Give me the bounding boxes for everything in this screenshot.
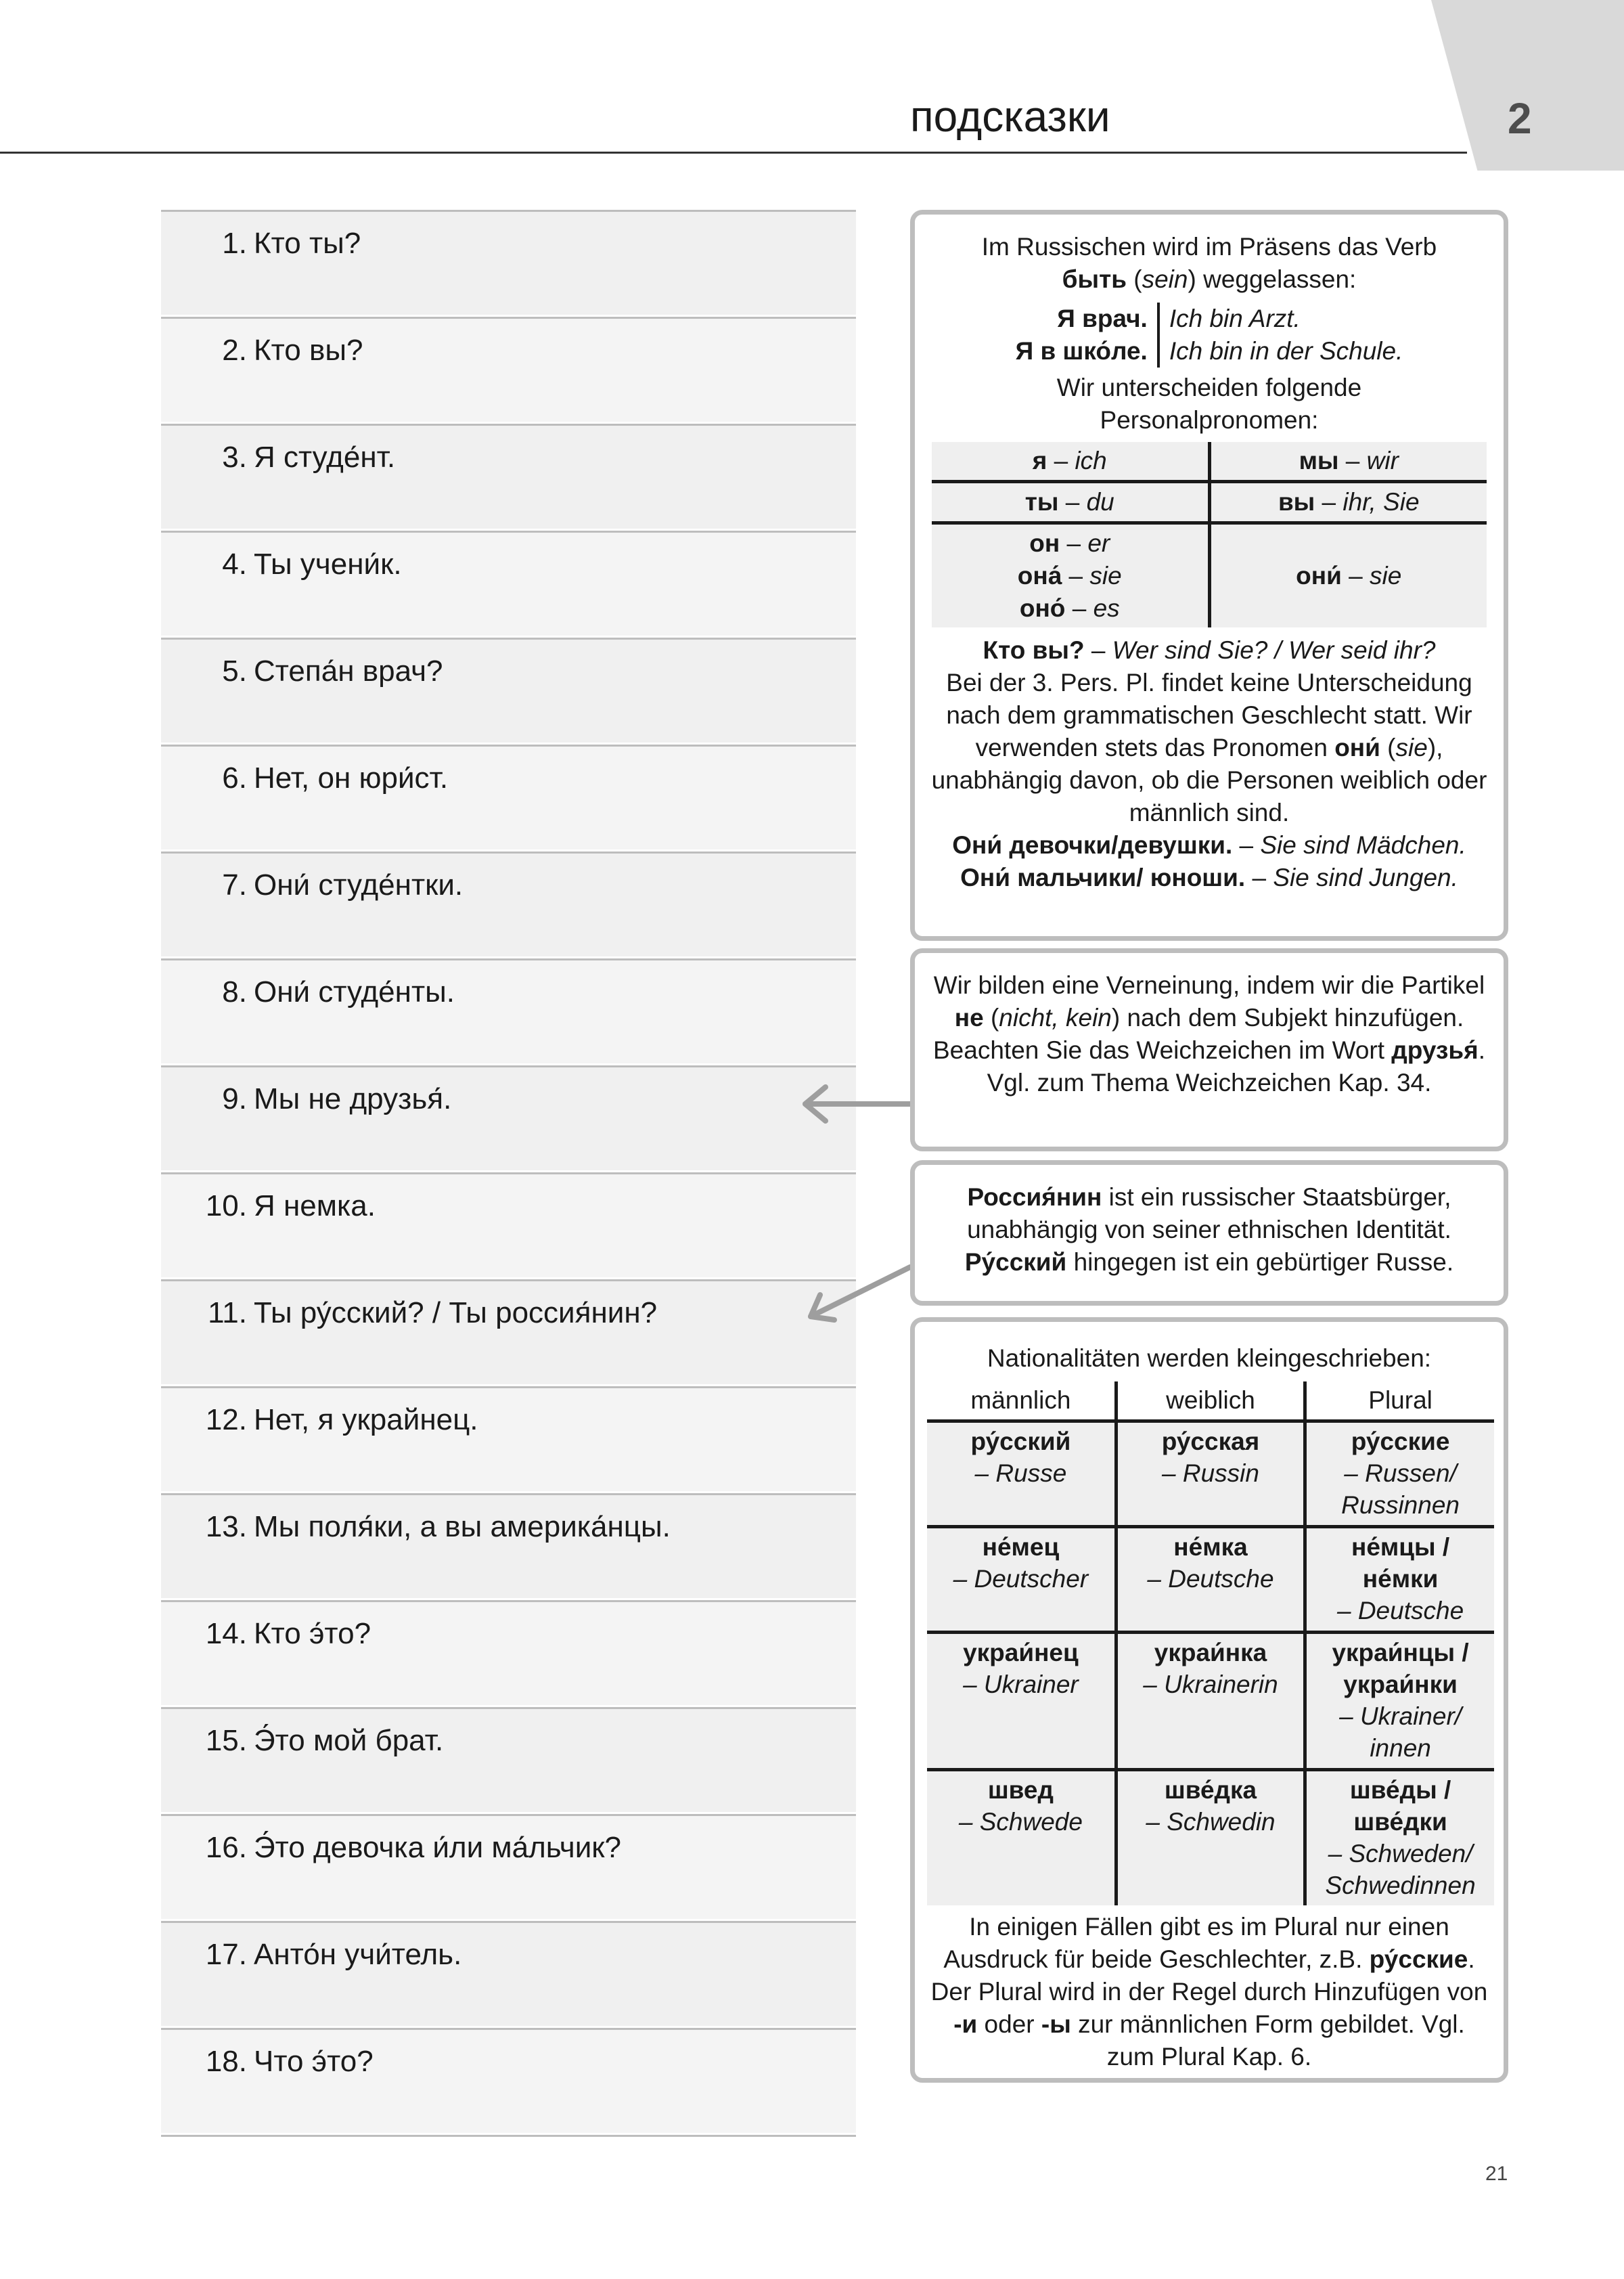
page-number: 21 bbox=[1485, 2163, 1508, 2185]
nationality-ru: не́мка bbox=[1173, 1533, 1248, 1561]
table-row bbox=[927, 1633, 1494, 1770]
outro-text-mid: . Der Plural wird in der Regel durch Hinzufügen von bbox=[930, 1945, 1488, 2006]
box1-intro-rest: weggelassen: bbox=[1196, 265, 1357, 293]
negation-word: друзья́ bbox=[1391, 1036, 1479, 1064]
exercise-row bbox=[161, 1814, 856, 1919]
pronoun-cell: они́ – sie bbox=[1209, 523, 1487, 628]
table-row bbox=[927, 1527, 1494, 1633]
header-rule bbox=[0, 152, 1467, 154]
pronoun-ru: мы bbox=[1299, 447, 1339, 474]
pronoun-cell: ты – du bbox=[932, 482, 1209, 523]
negation-text: Wir bilden eine Verneinung, indem wir die Partikel bbox=[933, 971, 1485, 999]
kto-de: Wer sind Sie? / Wer seid ihr? bbox=[1112, 636, 1436, 664]
exercise-row bbox=[161, 317, 856, 422]
pronoun-de: ich bbox=[1075, 447, 1107, 474]
nationality-de: – Schwedin bbox=[1146, 1808, 1276, 1836]
exercise-number: 1. bbox=[222, 227, 247, 260]
exercise-text: Ты учени́к. bbox=[254, 548, 402, 581]
nationality-de: – Schwede bbox=[958, 1808, 1083, 1836]
example-ru-2: Я в шко́ле. bbox=[1015, 337, 1148, 365]
example-ru-3: Они́ девочки/девушки. bbox=[952, 831, 1233, 859]
nationality-ru: украи́нцы / украи́нки bbox=[1332, 1639, 1469, 1698]
pronoun-ru: вы bbox=[1278, 488, 1315, 516]
nationality-ru: ру́сский bbox=[970, 1428, 1071, 1455]
exercise-number: 6. bbox=[222, 761, 247, 795]
exercise-number: 12. bbox=[205, 1403, 247, 1436]
table-cell bbox=[927, 1770, 1116, 1906]
exercise-row bbox=[161, 1172, 856, 1277]
table-cell bbox=[927, 1527, 1116, 1633]
pronoun-ru: я bbox=[1032, 447, 1047, 474]
explanation-text: Bei der 3. Pers. Pl. findet keine Unterscheidung nach dem grammatischen Geschlecht statt. Wir verwenden stets das Pronomen bbox=[946, 669, 1472, 761]
explanation-text-end: ), unabhängig davon, ob die Personen weiblich oder männlich sind. bbox=[931, 734, 1487, 826]
exercise-row bbox=[161, 638, 856, 743]
term-russkiy-text: hingegen ist ein gebürtiger Russe. bbox=[1066, 1248, 1454, 1276]
pronoun-de: du bbox=[1086, 488, 1114, 516]
column-header: Plural bbox=[1305, 1381, 1494, 1421]
exercise-number: 18. bbox=[205, 2045, 247, 2078]
kto-ru: Кто вы? bbox=[983, 636, 1085, 664]
exercise-row bbox=[161, 1600, 856, 1705]
pronoun-cell: я – ich bbox=[932, 442, 1209, 482]
example-ru-1: Я врач. bbox=[1057, 305, 1148, 332]
nationality-de: – Deutsche bbox=[1147, 1565, 1274, 1593]
negation-text-mid: ) nach dem Subjekt hinzufügen. Beachten Sie das Weichzeichen im Wort bbox=[933, 1004, 1464, 1064]
term-russkiy: Ру́сский bbox=[964, 1248, 1067, 1276]
exercise-list bbox=[161, 210, 856, 2139]
pronoun-ru: ты bbox=[1024, 488, 1059, 516]
nationality-de: – Deutsche bbox=[1336, 1597, 1464, 1624]
box1-intro-text: Im Russischen wird im Präsens das Verb bbox=[981, 233, 1437, 261]
exercise-text: Э́то девочка и́ли ма́льчик? bbox=[254, 1831, 621, 1864]
exercise-text: Кто э́то? bbox=[254, 1617, 371, 1650]
nationality-ru: шве́дка bbox=[1164, 1776, 1257, 1804]
exercise-row bbox=[161, 1386, 856, 1491]
outro-example: ру́сские bbox=[1369, 1945, 1468, 1973]
pronoun-ru: он bbox=[1029, 529, 1060, 557]
table-cell bbox=[1116, 1421, 1305, 1527]
pronoun-cell: мы – wir bbox=[1299, 447, 1399, 474]
hint-box-russian-citizen bbox=[910, 1160, 1508, 1306]
exercise-text: Анто́н учи́тель. bbox=[254, 1938, 462, 1971]
exercise-text: Нет, он юри́ст. bbox=[254, 761, 449, 795]
nationality-de: – Russe bbox=[974, 1459, 1067, 1487]
page-title: подсказки bbox=[910, 92, 1110, 141]
exercise-text: Мы не друзья́. bbox=[254, 1082, 452, 1115]
exercise-text: Мы поля́ки, а вы америка́нцы. bbox=[254, 1510, 671, 1543]
exercise-number: 10. bbox=[205, 1189, 247, 1222]
hint-box-nationalities bbox=[910, 1317, 1508, 2083]
nationality-de: – Ukrainer bbox=[963, 1670, 1079, 1698]
exercise-number: 8. bbox=[222, 975, 247, 1009]
pronoun-ru: она́ bbox=[1017, 562, 1062, 590]
exercise-text: Они́ студе́нтки. bbox=[254, 868, 464, 902]
exercise-text: Ты ру́сский? / Ты россия́нин? bbox=[254, 1296, 658, 1329]
exercise-number: 9. bbox=[222, 1082, 247, 1115]
example-de-4: Sie sind Jungen. bbox=[1273, 864, 1458, 891]
nationality-ru: украи́нец bbox=[963, 1639, 1079, 1666]
pronoun-de: er bbox=[1087, 529, 1110, 557]
exercise-row bbox=[161, 851, 856, 956]
exercise-row bbox=[161, 958, 856, 1063]
box1-explanation: Кто вы? – Wer sind Sie? / Wer seid ihr? Bei der 3. Pers. Pl. findet keine Unterscheidung nach dem grammatischen Geschlecht statt. Wir verwenden stets das Pronomen они́ (sie), unabhängig davon, ob die Personen weiblich oder männlich sind. Они́ девочки/девушки. – Sie sind Mädchen. Они́ мальчики/ юноши. – Sie sind Jungen. bbox=[931, 636, 1487, 891]
table-cell bbox=[1116, 1633, 1305, 1770]
exercise-text: Что э́то? bbox=[254, 2045, 374, 2078]
exercise-number: 14. bbox=[205, 1617, 247, 1650]
table-cell bbox=[1116, 1770, 1305, 1906]
pronoun-row bbox=[932, 482, 1487, 523]
table-row bbox=[927, 1421, 1494, 1527]
table-cell bbox=[1305, 1633, 1494, 1770]
nationality-de: – Ukrainer/ innen bbox=[1339, 1702, 1462, 1762]
pronoun-de: ihr, Sie bbox=[1343, 488, 1420, 516]
exercise-text: Э́то мой брат. bbox=[254, 1724, 444, 1757]
pronoun-de: wir bbox=[1366, 447, 1399, 474]
box1-example-de bbox=[1160, 303, 1403, 368]
ending-i: -и bbox=[953, 2010, 978, 2038]
nationality-ru: не́мец bbox=[982, 1533, 1060, 1561]
outro-text: In einigen Fällen gibt es im Plural nur einen Ausdruck für beide Geschlechter, z.B. bbox=[943, 1913, 1449, 1973]
exercise-row bbox=[161, 2028, 856, 2133]
outro-or: oder bbox=[977, 2010, 1035, 2038]
nationality-ru: ру́сская bbox=[1161, 1428, 1260, 1455]
nationality-de: – Deutscher bbox=[953, 1565, 1089, 1593]
example-de-2: Ich bin in der Schule. bbox=[1169, 337, 1403, 365]
example-ru-4: Они́ мальчики/ юноши. bbox=[960, 864, 1246, 891]
table-cell bbox=[1305, 1421, 1494, 1527]
example-de-1: Ich bin Arzt. bbox=[1169, 305, 1301, 332]
pronoun-de: sie bbox=[1089, 562, 1122, 590]
nationality-de: – Schweden/ Schwedinnen bbox=[1325, 1840, 1476, 1899]
explanation-pronoun-de: sie bbox=[1395, 734, 1428, 761]
hint-box-negation: Wir bilden eine Verneinung, indem wir die Partikel не (nicht, kein) nach dem Subjekt hinzufügen. Beachten Sie das Weichzeichen im Wort друзья́. Vgl. zum Thema Weichzeichen Kap. 34. bbox=[910, 948, 1508, 1151]
nationality-ru: не́мцы / не́мки bbox=[1351, 1533, 1450, 1593]
box1-verb: быть bbox=[1062, 265, 1127, 293]
nationality-ru: шве́ды / шве́дки bbox=[1349, 1776, 1451, 1836]
exercise-row bbox=[161, 1279, 856, 1384]
table-cell bbox=[927, 1421, 1116, 1527]
nationalities-intro: Nationalitäten werden kleingeschrieben: bbox=[987, 1344, 1432, 1372]
table-cell bbox=[927, 1633, 1116, 1770]
nationality-ru: ру́сские bbox=[1351, 1428, 1450, 1455]
pronoun-intro: Wir unterscheiden folgende Personalpronomen: bbox=[1056, 374, 1362, 434]
pronoun-row bbox=[932, 523, 1487, 628]
pronoun-table bbox=[932, 442, 1487, 627]
exercise-number: 4. bbox=[222, 548, 247, 581]
nationality-de: – Ukrainerin bbox=[1143, 1670, 1278, 1698]
exercise-text: Они́ студе́нты. bbox=[254, 975, 455, 1009]
ending-y: -ы bbox=[1041, 2010, 1071, 2038]
exercise-number: 11. bbox=[208, 1296, 247, 1329]
exercise-row bbox=[161, 1707, 856, 1812]
column-header: weiblich bbox=[1116, 1381, 1305, 1421]
term-rossiyanin-text: ist ein russischer Staatsbürger, unabhängig von seiner ethnischen Identität. bbox=[967, 1183, 1451, 1243]
exercise-row bbox=[161, 1493, 856, 1598]
exercise-text: Кто ты? bbox=[254, 227, 361, 260]
exercise-row bbox=[161, 1921, 856, 2026]
outro-text-end: zur männlichen Form gebildet. Vgl. zum Plural Kap. 6. bbox=[1070, 2010, 1465, 2071]
chapter-tab bbox=[1431, 0, 1624, 171]
exercise-number: 17. bbox=[205, 1938, 247, 1971]
box1-example-ru bbox=[1016, 303, 1160, 368]
nationality-de: – Russen/ Russinnen bbox=[1341, 1459, 1460, 1519]
chapter-number: 2 bbox=[1508, 94, 1532, 143]
exercise-number: 13. bbox=[205, 1510, 247, 1543]
box1-verb-translation: sein bbox=[1142, 265, 1188, 293]
exercise-text: Я студе́нт. bbox=[254, 441, 396, 474]
nationality-ru: швед bbox=[987, 1776, 1054, 1804]
pronoun-ru: оно́ bbox=[1019, 594, 1066, 622]
column-header: männlich bbox=[927, 1381, 1116, 1421]
list-bottom-rule bbox=[161, 2135, 856, 2137]
exercise-number: 3. bbox=[222, 441, 247, 474]
table-cell bbox=[1116, 1527, 1305, 1633]
exercise-text: Я немка. bbox=[254, 1189, 376, 1222]
exercise-number: 15. bbox=[205, 1724, 247, 1757]
nationalities-table bbox=[927, 1381, 1494, 1905]
exercise-row bbox=[161, 531, 856, 636]
box1-example-pair bbox=[931, 303, 1487, 368]
exercise-text: Степа́н врач? bbox=[254, 655, 443, 688]
exercise-text: Кто вы? bbox=[254, 334, 363, 367]
negation-translation: nicht, kein bbox=[999, 1004, 1112, 1032]
pronoun-ru: они́ bbox=[1296, 562, 1342, 590]
term-rossiyanin: Россия́нин bbox=[967, 1183, 1102, 1211]
example-de-3: Sie sind Mädchen. bbox=[1260, 831, 1466, 859]
exercise-row bbox=[161, 745, 856, 849]
exercise-number: 2. bbox=[222, 334, 247, 367]
exercise-number: 7. bbox=[222, 868, 247, 902]
table-header-row bbox=[927, 1381, 1494, 1421]
nationality-de: – Russin bbox=[1162, 1459, 1259, 1487]
exercise-number: 5. bbox=[222, 655, 247, 688]
table-cell bbox=[1305, 1770, 1494, 1906]
table-cell bbox=[1305, 1527, 1494, 1633]
pronoun-de: es bbox=[1093, 594, 1120, 622]
exercise-text: Нет, я украйнец. bbox=[254, 1403, 478, 1436]
negation-text-end: . Vgl. zum Thema Weichzeichen Kap. 34. bbox=[987, 1036, 1485, 1097]
explanation-pronoun: они́ bbox=[1334, 734, 1380, 761]
pronoun-cell: вы – ihr, Sie bbox=[1209, 482, 1487, 523]
pronoun-row bbox=[932, 442, 1487, 482]
exercise-row bbox=[161, 210, 856, 315]
nationalities-outro bbox=[927, 1911, 1491, 2073]
pronoun-de: sie bbox=[1370, 562, 1402, 590]
table-row bbox=[927, 1770, 1494, 1906]
exercise-row bbox=[161, 424, 856, 529]
negation-particle: не bbox=[954, 1004, 984, 1032]
box1-intro: Im Russischen wird im Präsens das Verb быть (sein) weggelassen: bbox=[981, 233, 1437, 293]
hint-box-present-tense bbox=[910, 210, 1508, 941]
exercise-row bbox=[161, 1065, 856, 1170]
nationality-ru: украи́нка bbox=[1154, 1639, 1267, 1666]
pronoun-cell: он – er она́ – sie оно́ – es bbox=[932, 523, 1209, 628]
exercise-number: 16. bbox=[205, 1831, 247, 1864]
